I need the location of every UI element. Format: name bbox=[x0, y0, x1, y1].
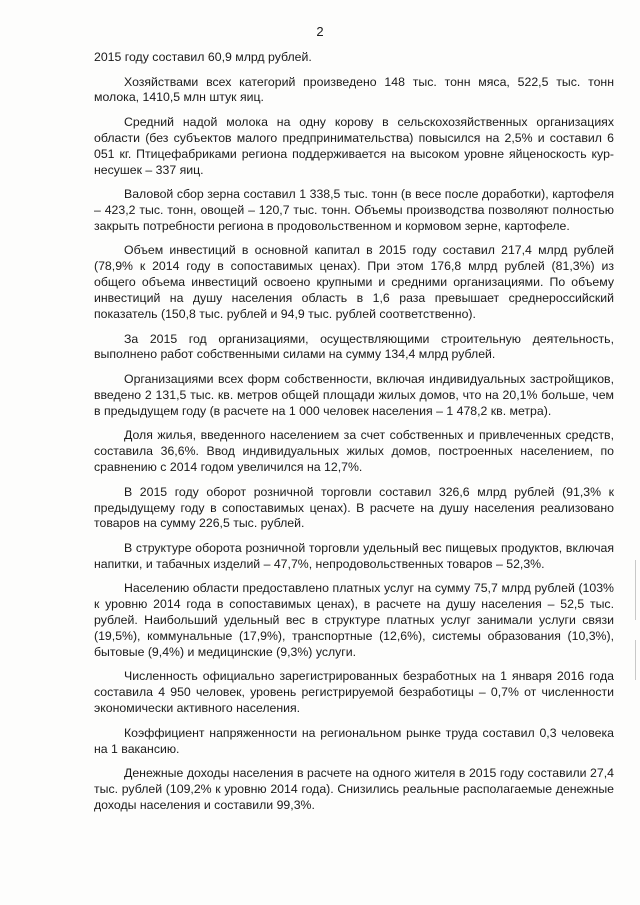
paragraph: Валовой сбор зерна составил 1 338,5 тыс. тонн (в весе после доработки), картофеля – 423,2 тыс. тонн, овощей – 120,7 тыс. тонн. Объемы производства позволяют полностью закрыть потребности региона в продовольственном и кормовом зерне, картофеле. bbox=[94, 187, 614, 233]
scan-edge-mark bbox=[635, 640, 636, 680]
paragraph: 2015 году составил 60,9 млрд рублей. bbox=[94, 50, 312, 64]
paragraph: Средний надой молока на одну корову в сельскохозяйственных организациях области (без субъектов малого предпринимательства) повысился на 2,5% и составил 6 051 кг. Птицефабриками региона поддерживается на высоком уровне яйценоскость кур-несушек – 337 яиц. bbox=[94, 114, 614, 177]
scan-edge-mark bbox=[635, 560, 636, 620]
page-number: 2 bbox=[316, 24, 324, 39]
paragraph: Денежные доходы населения в расчете на одного жителя в 2015 году составили 27,4 тыс. рублей (109,2% к уровню 2014 года). Снизились реальные располагаемые денежные доходы населения и составили 99,3%. bbox=[94, 766, 614, 812]
paragraph: Численность официально зарегистрированных безработных на 1 января 2016 года составила 4 950 человек, уровень регистрируемой безработицы – 0,7% от численности экономически активного населения. bbox=[94, 669, 614, 716]
paragraph: В 2015 году оборот розничной торговли составил 326,6 млрд рублей (91,3% к предыдущему году в сопоставимых ценах). В расчете на душу населения реализовано товаров на сумму 226,5 тыс. рублей. bbox=[94, 484, 614, 531]
paragraph: Доля жилья, введенного населением за счет собственных и привлеченных средств, составила 36,6%. Ввод индивидуальных жилых домов, построенных населением, по сравнению с 2014 годом увеличился на 12,7%. bbox=[94, 428, 614, 475]
paragraph: Объем инвестиций в основной капитал в 2015 году составил 217,4 млрд рублей (78,9% к 2014 году в сопоставимых ценах). При этом 176,8 млрд рублей (81,3%) из общего объема инвестиций освоено крупными и средними организациями. По объему инвестиций на душу населения область в 1,6 раза превышает среднероссийский показатель (150,8 тыс. рублей и 94,9 тыс. рублей соответственно). bbox=[94, 243, 614, 322]
paragraph: Хозяйствами всех категорий произведено 148 тыс. тонн мяса, 522,5 тыс. тонн молока, 1410,5 млн штук яиц. bbox=[94, 74, 614, 105]
document-body bbox=[94, 50, 614, 822]
paragraph: Населению области предоставлено платных услуг на сумму 75,7 млрд рублей (103% к уровню 2014 года в сопоставимых ценах), в расчете на душу населения – 52,5 тыс. рублей. Наибольший удельный вес в структуре платных услуг занимали услуги связи (19,5%), коммунальные (17,9%), транспортные (12,6%), системы образования (10,3%), бытовые (9,4%) и медицинские (9,3%) услуги. bbox=[94, 581, 614, 659]
paragraph: За 2015 год организациями, осуществляющими строительную деятельность, выполнено работ собственными силами на сумму 134,4 млрд рублей. bbox=[94, 331, 614, 362]
paragraph: Организациями всех форм собственности, включая индивидуальных застройщиков, введено 2 131,5 тыс. кв. метров общей площади жилых домов, что на 20,1% больше, чем в предыдущем году (в расчете на 1 000 человек населения – 1 478,2 кв. метра). bbox=[94, 371, 614, 418]
paragraph: Коэффициент напряженности на региональном рынке труда составил 0,3 человека на 1 вакансию. bbox=[94, 725, 614, 756]
paragraph: В структуре оборота розничной торговли удельный вес пищевых продуктов, включая напитки, и табачных изделий – 47,7%, непродовольственных товаров – 52,3%. bbox=[94, 540, 614, 571]
